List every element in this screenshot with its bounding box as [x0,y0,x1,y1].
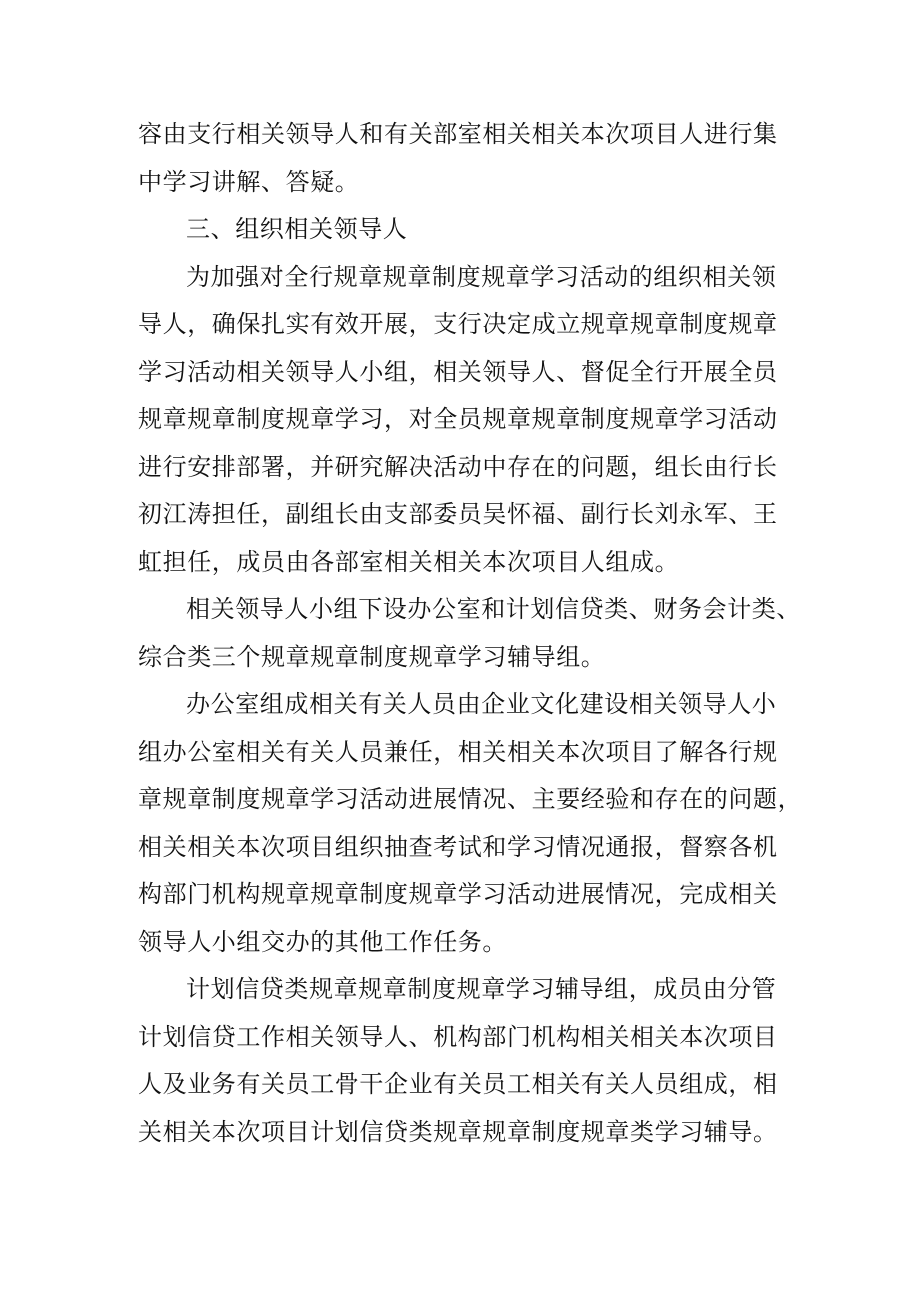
text-line: 学习活动相关领导人小组，相关领导人、督促全行开展全员 [138,357,778,386]
text-line: 导人，确保扎实有效开展，支行决定成立规章规章制度规章 [138,310,778,338]
text-line: 计划信贷工作相关领导人、机构部门机构相关相关本次项目 [138,1022,778,1051]
text-line: 构部门机构规章规章制度规章学习活动进展情况，完成相关 [138,880,778,908]
text-line: 规章规章制度规章学习，对全员规章规章制度规章学习活动 [138,405,778,433]
text-line: 虹担任，成员由各部室相关相关本次项目人组成。 [138,547,680,576]
text-line: 办公室组成相关有关人员由企业文化建设相关领导人小 [186,690,777,718]
text-line: 计划信贷类规章规章制度规章学习辅导组，成员由分管 [186,975,777,1003]
text-line: 关相关本次项目计划信贷类规章规章制度规章类学习辅导。 [138,1117,778,1146]
document-body [138,111,803,1156]
text-line: 相关领导人小组下设办公室和计划信贷类、财务会计类、 [186,595,801,623]
text-line: 综合类三个规章规章制度规章学习辅导组。 [138,642,606,671]
text-line: 容由支行相关领导人和有关部室相关相关本次项目人进行集 [138,120,778,148]
text-line: 领导人小组交办的其他工作任务。 [138,927,507,956]
text-line: 章规章制度规章学习活动进展情况、主要经验和存在的问题， [138,785,803,813]
text-line: 为加强对全行规章规章制度规章学习活动的组织相关领 [186,262,777,291]
text-line: 进行安排部署，并研究解决活动中存在的问题，组长由行长 [138,452,778,481]
text-line: 组办公室相关有关人员兼任，相关相关本次项目了解各行规 [138,737,778,766]
text-line: 人及业务有关员工骨干企业有关员工相关有关人员组成，相 [138,1070,778,1098]
text-line: 初江涛担任，副组长由支部委员吴怀福、副行长刘永军、王 [138,500,778,528]
section-heading: 三、组织相关领导人 [186,215,408,243]
text-line: 相关相关本次项目组织抽查考试和学习情况通报，督察各机 [138,832,778,861]
text-line: 中学习讲解、答疑。 [138,167,360,196]
